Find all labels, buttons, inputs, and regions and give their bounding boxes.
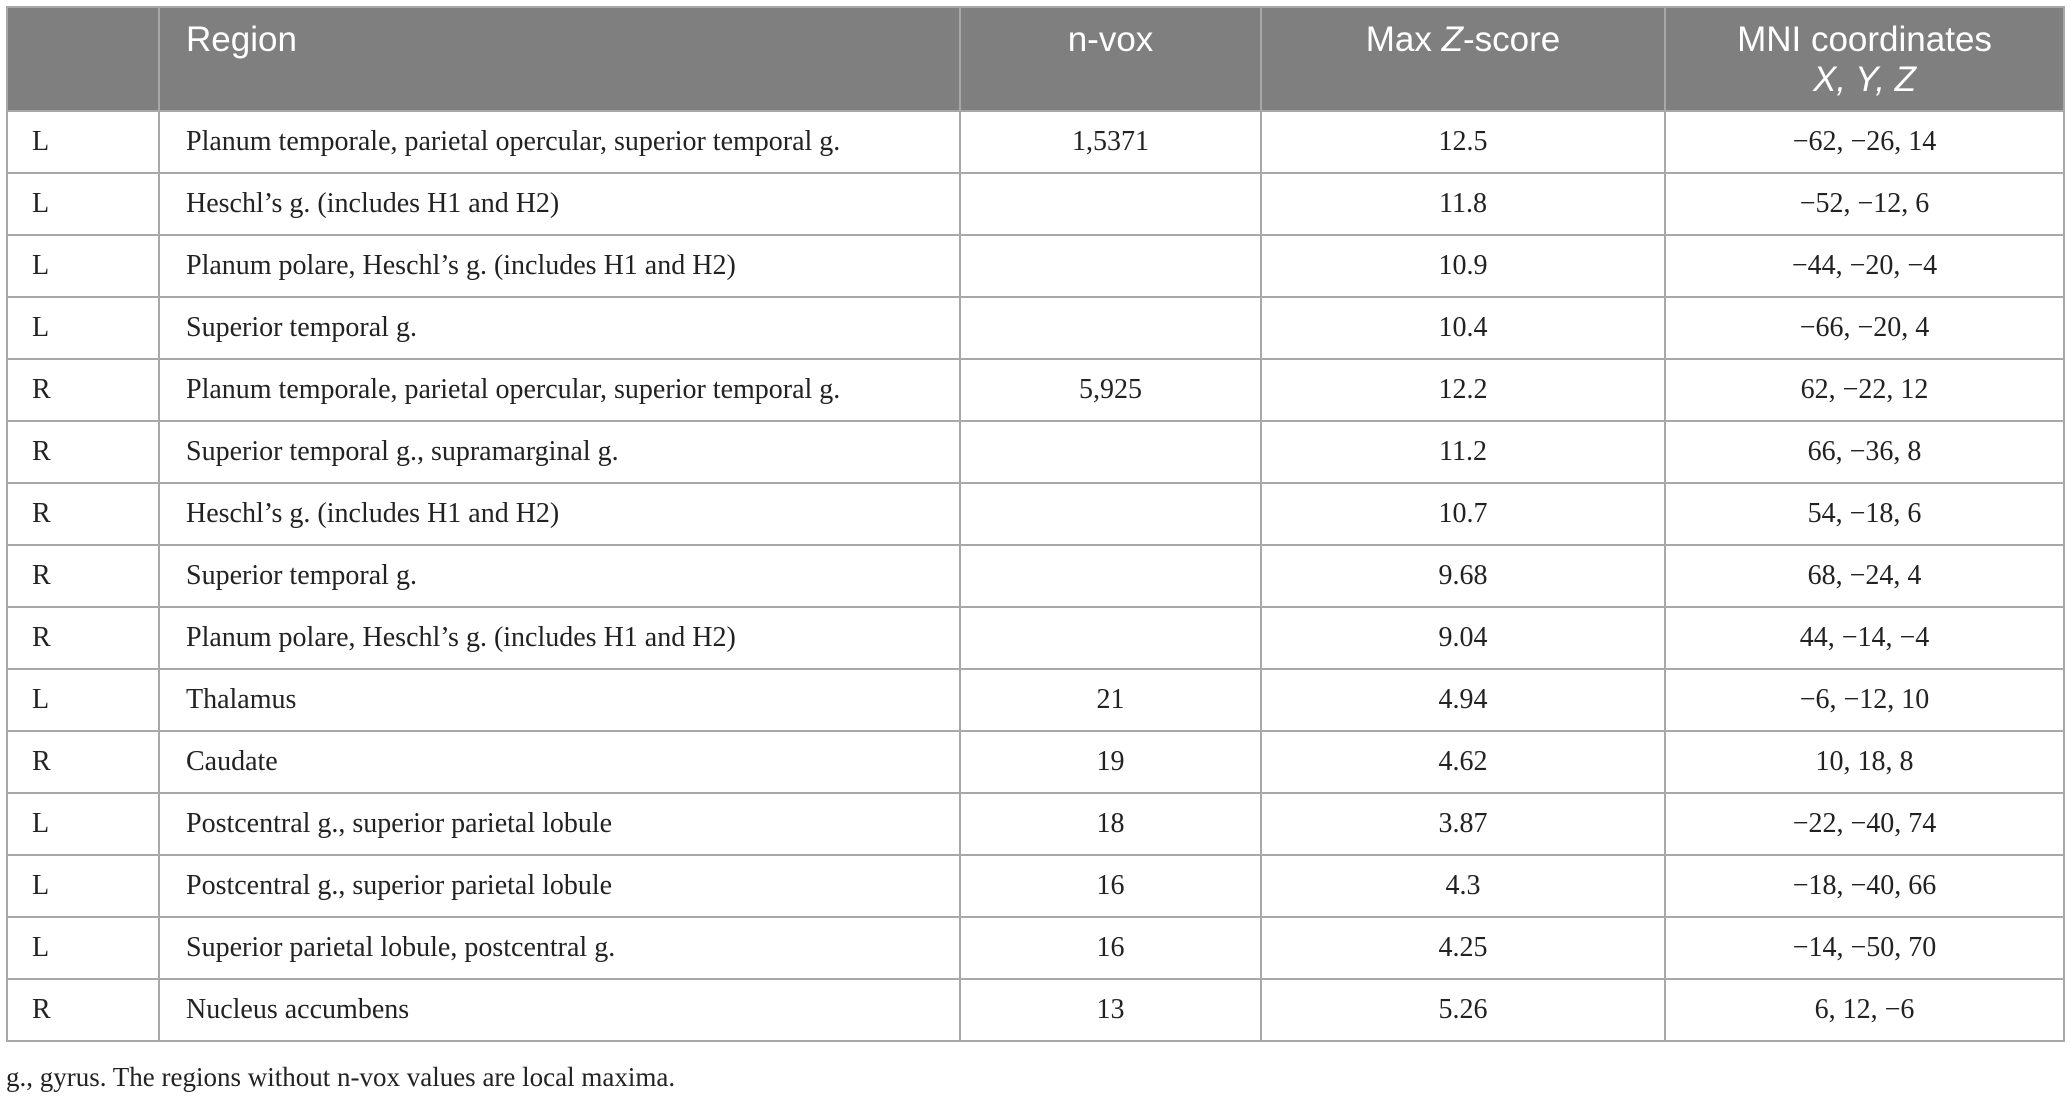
cell-max-zscore: 4.94 (1261, 669, 1665, 731)
table-row (7, 545, 2064, 607)
cell-nvox: 16 (960, 917, 1261, 979)
table-row (7, 421, 2064, 483)
cell-side: R (7, 979, 159, 1041)
table-row (7, 173, 2064, 235)
cell-mni-coordinates: 6, 12, −6 (1665, 979, 2064, 1041)
cell-region: Superior parietal lobule, postcentral g. (159, 917, 960, 979)
header-mni-coordinates (1665, 7, 2064, 111)
cell-mni-coordinates: −44, −20, −4 (1665, 235, 2064, 297)
cell-nvox: 13 (960, 979, 1261, 1041)
cell-mni-coordinates: −22, −40, 74 (1665, 793, 2064, 855)
cell-mni-coordinates: 68, −24, 4 (1665, 545, 2064, 607)
cell-max-zscore: 12.2 (1261, 359, 1665, 421)
table-row (7, 793, 2064, 855)
cell-side: L (7, 855, 159, 917)
cell-nvox (960, 235, 1261, 297)
cell-max-zscore: 9.68 (1261, 545, 1665, 607)
header-side (7, 7, 159, 111)
cell-max-zscore: 5.26 (1261, 979, 1665, 1041)
cell-max-zscore: 11.2 (1261, 421, 1665, 483)
table-row (7, 917, 2064, 979)
table-body (7, 111, 2064, 1041)
table-row (7, 731, 2064, 793)
cell-side: R (7, 731, 159, 793)
cell-mni-coordinates: 66, −36, 8 (1665, 421, 2064, 483)
cell-nvox (960, 607, 1261, 669)
table-row (7, 235, 2064, 297)
cell-side: L (7, 111, 159, 173)
cell-side: L (7, 235, 159, 297)
cell-region: Planum temporale, parietal opercular, superior temporal g. (159, 359, 960, 421)
cell-side: R (7, 545, 159, 607)
cell-mni-coordinates: −66, −20, 4 (1665, 297, 2064, 359)
cell-nvox (960, 421, 1261, 483)
table-row (7, 111, 2064, 173)
cell-side: R (7, 359, 159, 421)
cell-mni-coordinates: 44, −14, −4 (1665, 607, 2064, 669)
cell-region: Thalamus (159, 669, 960, 731)
cell-side: L (7, 793, 159, 855)
cell-region: Superior temporal g. (159, 545, 960, 607)
cell-nvox: 16 (960, 855, 1261, 917)
zscore-suffix: -score (1463, 20, 1561, 59)
cell-mni-coordinates: 10, 18, 8 (1665, 731, 2064, 793)
cell-max-zscore: 10.4 (1261, 297, 1665, 359)
cell-max-zscore: 9.04 (1261, 607, 1665, 669)
cell-max-zscore: 10.7 (1261, 483, 1665, 545)
table-header (7, 7, 2064, 111)
cell-max-zscore: 11.8 (1261, 173, 1665, 235)
zscore-italic: Z (1441, 20, 1463, 59)
cell-mni-coordinates: −6, −12, 10 (1665, 669, 2064, 731)
table-row (7, 483, 2064, 545)
cell-mni-coordinates: 62, −22, 12 (1665, 359, 2064, 421)
table-row (7, 359, 2064, 421)
mni-line1: MNI coordinates (1737, 20, 1992, 59)
cell-region: Nucleus accumbens (159, 979, 960, 1041)
header-row (7, 7, 2064, 111)
cell-mni-coordinates: 54, −18, 6 (1665, 483, 2064, 545)
cell-nvox (960, 483, 1261, 545)
cell-region: Superior temporal g., supramarginal g. (159, 421, 960, 483)
cell-region: Postcentral g., superior parietal lobule (159, 855, 960, 917)
cell-mni-coordinates: −62, −26, 14 (1665, 111, 2064, 173)
cell-region: Planum temporale, parietal opercular, superior temporal g. (159, 111, 960, 173)
cell-region: Planum polare, Heschl’s g. (includes H1 and H2) (159, 235, 960, 297)
table-row (7, 979, 2064, 1041)
cell-nvox: 21 (960, 669, 1261, 731)
cell-region: Heschl’s g. (includes H1 and H2) (159, 173, 960, 235)
cell-side: R (7, 421, 159, 483)
cell-side: L (7, 669, 159, 731)
cell-max-zscore: 4.25 (1261, 917, 1665, 979)
table-row (7, 855, 2064, 917)
cell-nvox: 18 (960, 793, 1261, 855)
cell-max-zscore: 3.87 (1261, 793, 1665, 855)
cell-side: L (7, 917, 159, 979)
cell-nvox: 1,5371 (960, 111, 1261, 173)
cell-region: Superior temporal g. (159, 297, 960, 359)
cell-mni-coordinates: −52, −12, 6 (1665, 173, 2064, 235)
cell-side: L (7, 297, 159, 359)
cell-side: R (7, 483, 159, 545)
cell-mni-coordinates: −14, −50, 70 (1665, 917, 2064, 979)
table-row (7, 669, 2064, 731)
cell-region: Caudate (159, 731, 960, 793)
header-nvox: n-vox (960, 7, 1261, 111)
cell-side: R (7, 607, 159, 669)
cell-nvox: 5,925 (960, 359, 1261, 421)
cell-max-zscore: 4.3 (1261, 855, 1665, 917)
cell-max-zscore: 10.9 (1261, 235, 1665, 297)
cell-mni-coordinates: −18, −40, 66 (1665, 855, 2064, 917)
cell-nvox (960, 545, 1261, 607)
zscore-prefix: Max (1365, 20, 1442, 59)
cell-max-zscore: 12.5 (1261, 111, 1665, 173)
header-max-zscore (1261, 7, 1665, 111)
cell-region: Planum polare, Heschl’s g. (includes H1 and H2) (159, 607, 960, 669)
table-row (7, 297, 2064, 359)
table-footnote: g., gyrus. The regions without n-vox values are local maxima. (6, 1062, 676, 1092)
cell-side: L (7, 173, 159, 235)
table-row (7, 607, 2064, 669)
cell-nvox (960, 173, 1261, 235)
results-table (6, 6, 2065, 1042)
header-region: Region (159, 7, 960, 111)
cell-nvox (960, 297, 1261, 359)
cell-region: Heschl’s g. (includes H1 and H2) (159, 483, 960, 545)
cell-region: Postcentral g., superior parietal lobule (159, 793, 960, 855)
cell-max-zscore: 4.62 (1261, 731, 1665, 793)
cell-nvox: 19 (960, 731, 1261, 793)
mni-line2: X, Y, Z (1812, 60, 1917, 99)
table-container (6, 6, 2063, 1042)
